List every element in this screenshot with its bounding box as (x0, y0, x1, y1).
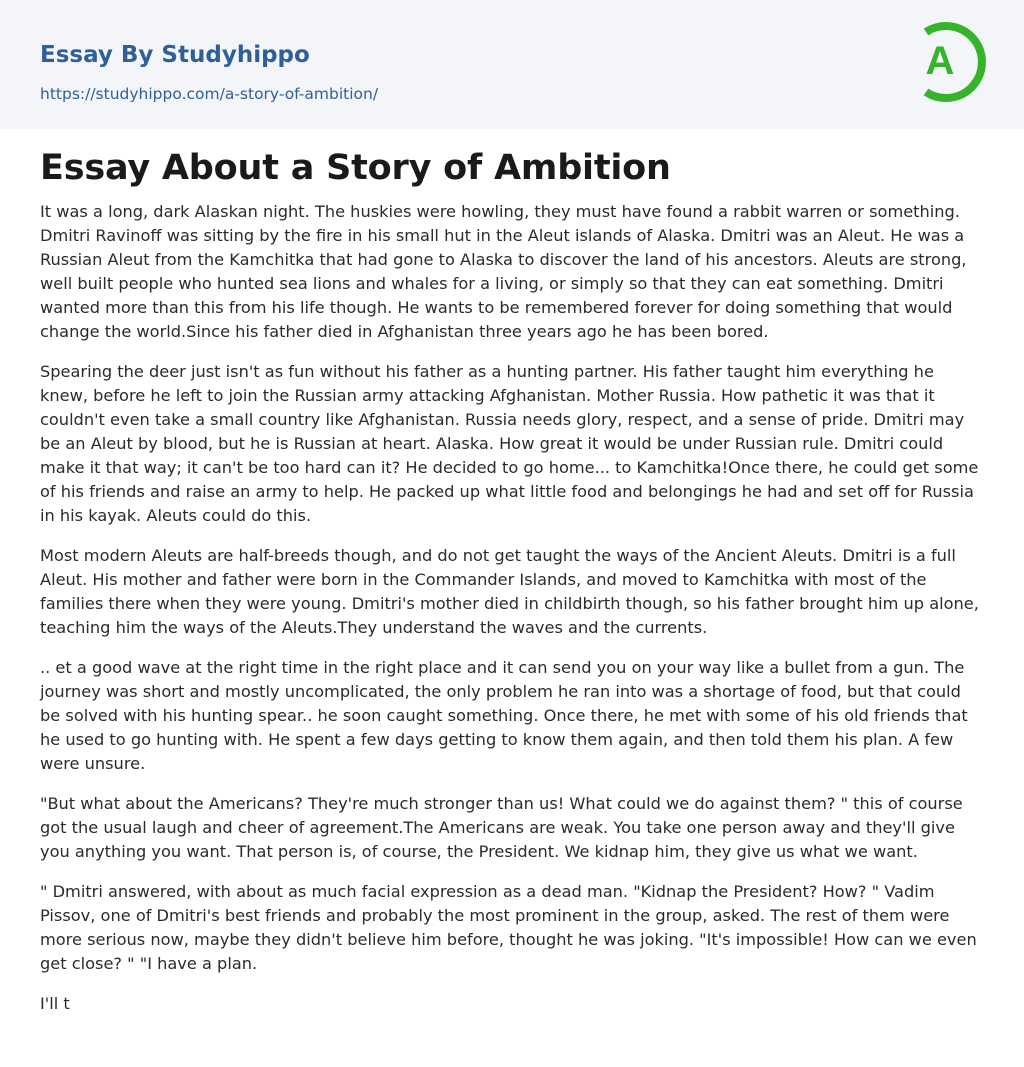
article-paragraph: I'll t (40, 994, 70, 1013)
article-title: Essay About a Story of Ambition (40, 148, 671, 188)
article-paragraph: "But what about the Americans? They're much stronger than us! What could we do against them? " this of course got the usual laugh and cheer of agreement.The Americans are weak. You take one person away and they'll give you anything you want. That person is, of course, the President. We kidnap him, they give us what we want. (40, 794, 963, 861)
logo-letter: A (925, 39, 955, 83)
article-paragraph: It was a long, dark Alaskan night. The huskies were howling, they must have found a rabbit warren or something. Dmitri Ravinoff was sitting by the fire in his small hut in the Aleut islands of Alaska. Dmitri was an Aleut. He was a Russian Aleut from the Kamchitka that had gone to Alaska to discover the land of his ancestors. Aleuts are strong, well built people who hunted sea lions and whales for a living, or simply so that they can eat something. Dmitri wanted more than this from his life though. He wants to be remembered forever for doing something that would change the world.Since his father died in Afghanistan three years ago he has been bored. (40, 202, 967, 341)
article-paragraph: Most modern Aleuts are half-breeds though, and do not get taught the ways of the Ancient Aleuts. Dmitri is a full Aleut. His mother and father were born in the Commander Islands, and moved to Kamchitka with most of the families there when they were young. Dmitri's mother died in childbirth though, so his father brought him up alone, teaching him the ways of the Aleuts.They understand the waves and the currents. (40, 546, 979, 637)
article-content (40, 144, 986, 1032)
studyhippo-logo-icon[interactable] (910, 18, 988, 106)
site-brand[interactable]: Essay By Studyhippo (40, 42, 310, 68)
article-paragraph: .. et a good wave at the right time in the right place and it can send you on your way like a bullet from a gun. The journey was short and mostly uncomplicated, the only problem he ran into was a shortage of food, but that could be solved with his hunting spear.. he soon caught something. Once there, he met with some of his old friends that he used to go hunting with. He spent a few days getting to know them again, and then told them his plan. A few were unsure. (40, 658, 968, 773)
article-url-link[interactable]: https://studyhippo.com/a-story-of-ambition/ (40, 85, 379, 103)
site-header (0, 0, 1024, 129)
article-paragraph: " Dmitri answered, with about as much facial expression as a dead man. "Kidnap the President? How? " Vadim Pissov, one of Dmitri's best friends and probably the most prominent in the group, asked. The rest of them were more serious now, maybe they didn't believe him before, thought he was joking. "It's impossible! How can we even get close? " "I have a plan. (40, 882, 977, 973)
article-paragraph: Spearing the deer just isn't as fun without his father as a hunting partner. His father taught him everything he knew, before he left to join the Russian army attacking Afghanistan. Mother Russia. How pathetic it was that it couldn't even take a small country like Afghanistan. Russia needs glory, respect, and a sense of pride. Dmitri may be an Aleut by blood, but he is Russian at heart. Alaska. How great it would be under Russian rule. Dmitri could make it that way; it can't be too hard can it? He decided to go home... to Kamchitka!Once there, he could get some of his friends and raise an army to help. He packed up what little food and belongings he had and set off for Russia in his kayak. Aleuts could do this. (40, 362, 979, 525)
